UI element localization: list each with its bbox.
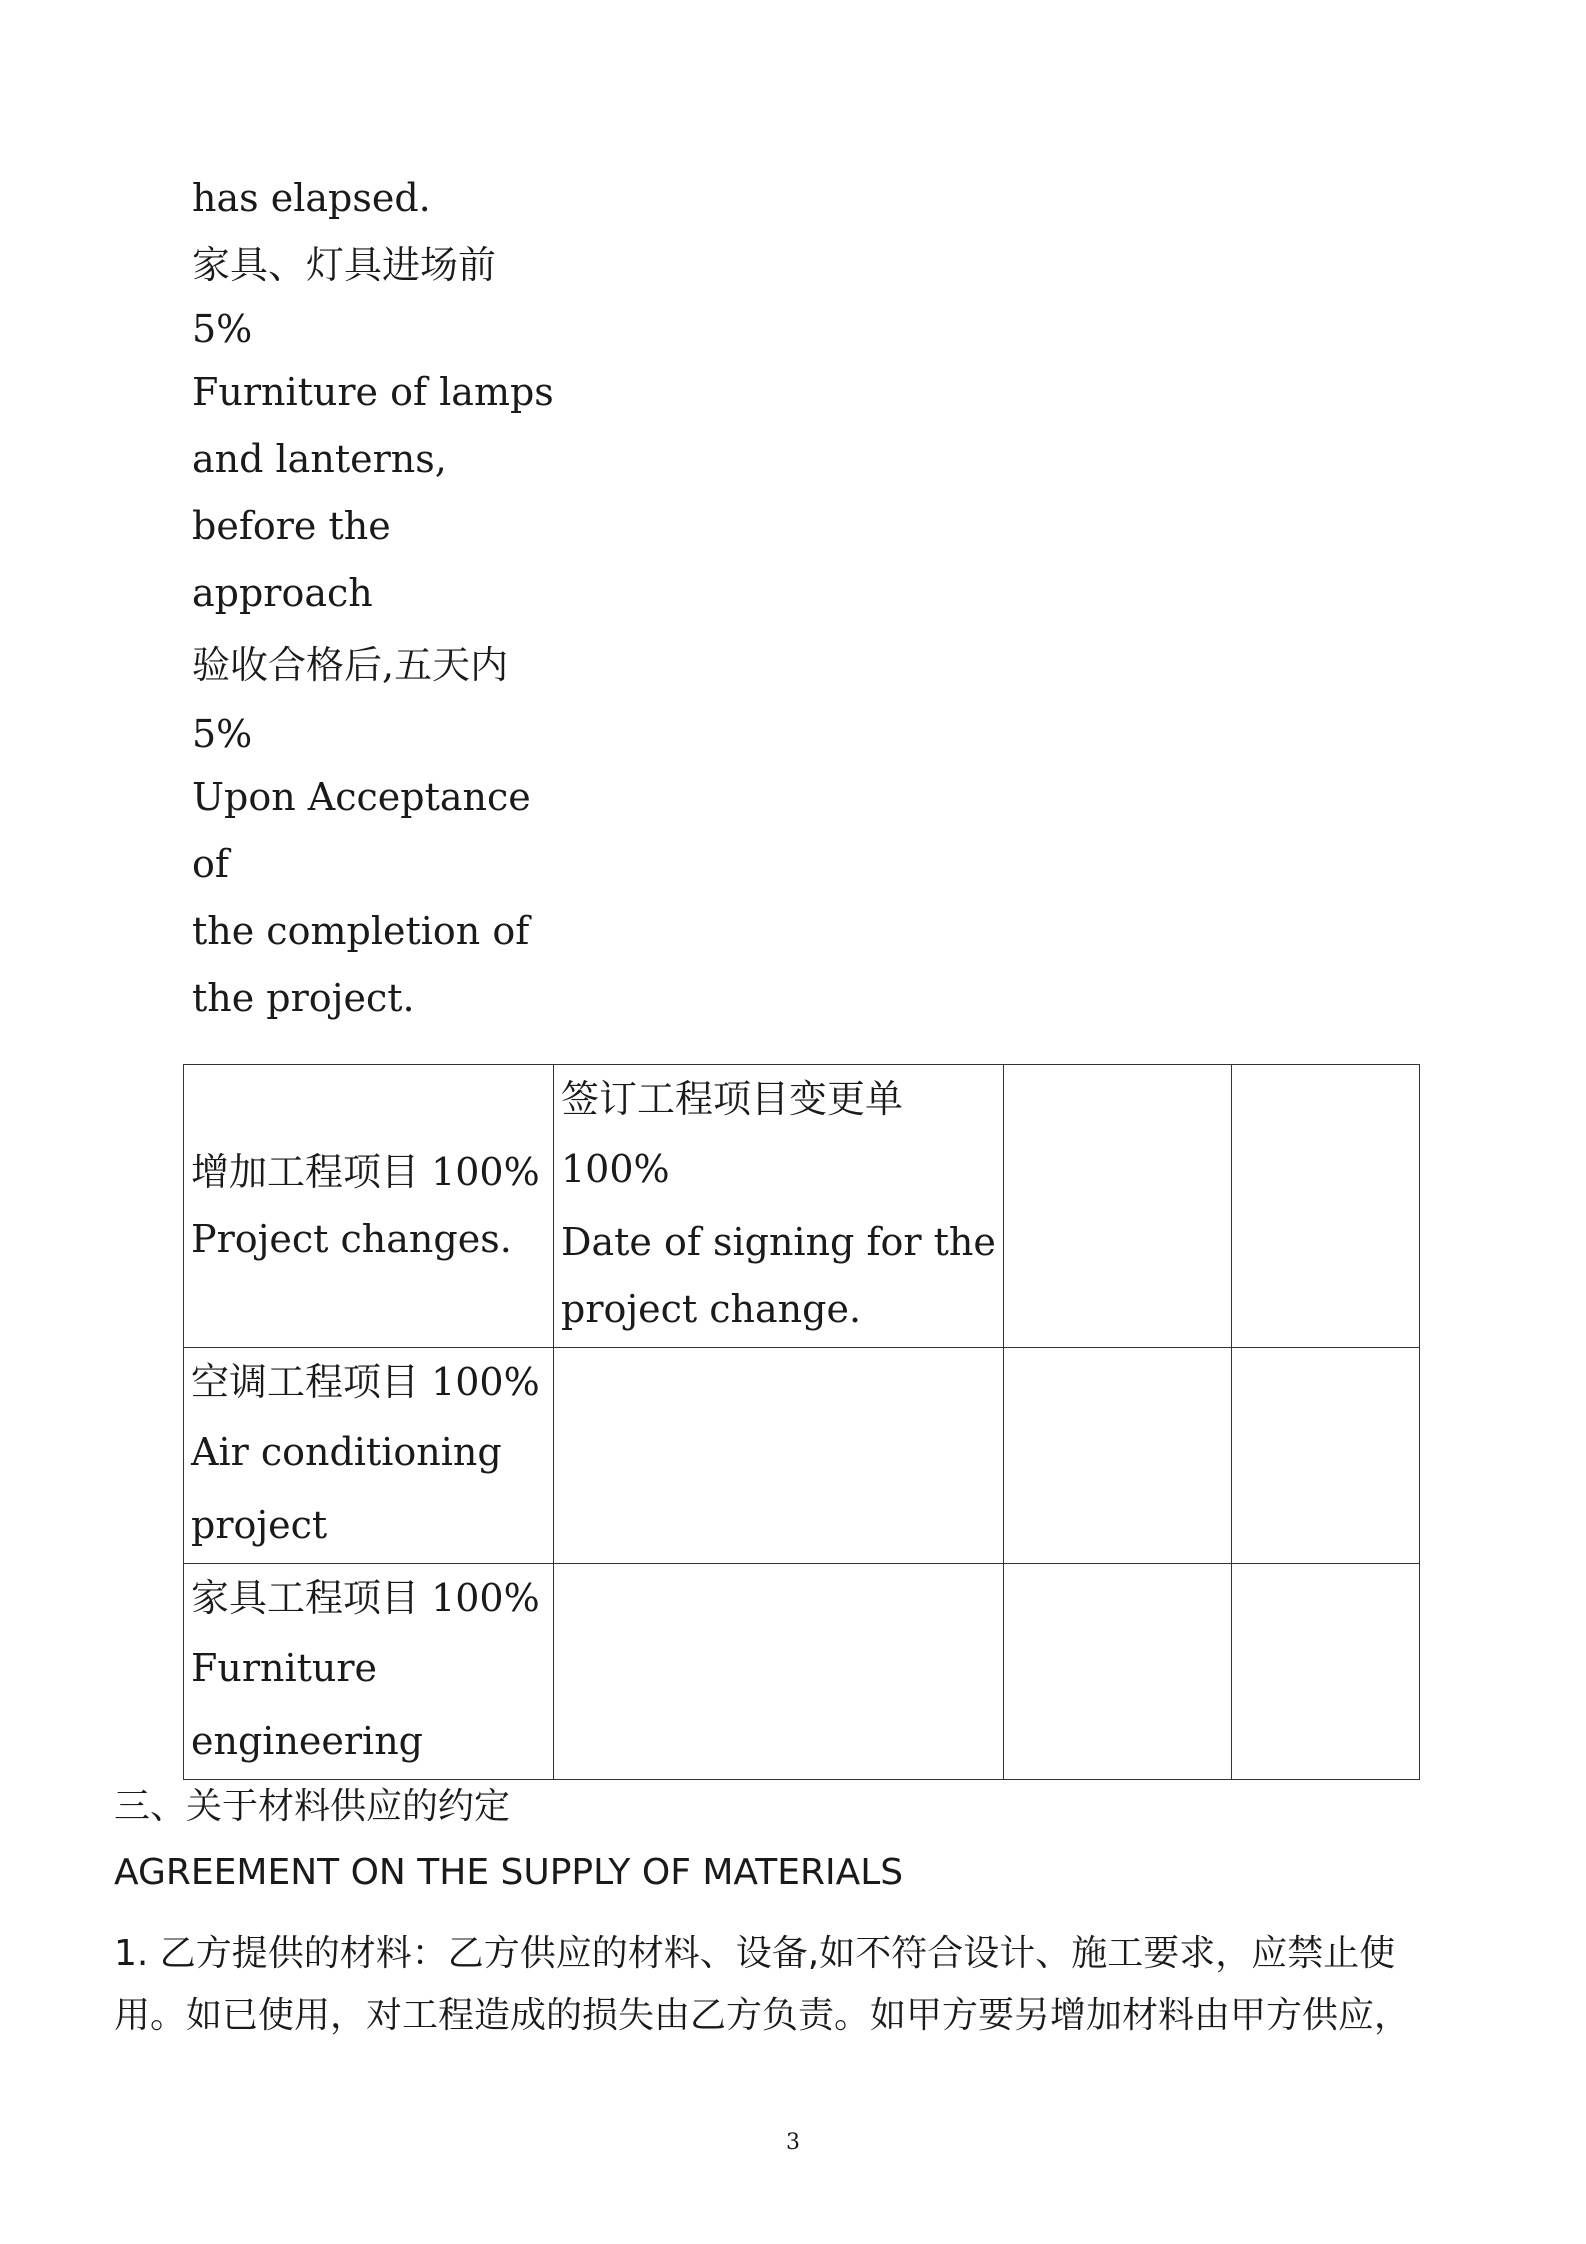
cell-line: 家具工程项目 100% <box>191 1576 540 1620</box>
table-cell-empty <box>1003 1348 1231 1564</box>
table-cell-empty <box>1231 1564 1419 1780</box>
section-paragraph <box>114 1923 1494 2047</box>
cell-line: Air conditioning <box>191 1430 502 1474</box>
table-cell-item <box>184 1065 554 1348</box>
table-cell-condition <box>554 1348 1004 1564</box>
section-heading-en: AGREEMENT ON THE SUPPLY OF MATERIALS <box>114 1852 904 1893</box>
text-line: 验收合格后,五天内 <box>192 643 509 687</box>
text-line: approach <box>192 571 373 615</box>
table-row <box>184 1564 1420 1780</box>
text-line: has elapsed. <box>192 176 431 220</box>
table-cell-empty <box>1003 1065 1231 1348</box>
text-line: 5% <box>192 712 253 756</box>
table-row <box>184 1065 1420 1348</box>
payment-table <box>183 1064 1420 1780</box>
text-line: before the <box>192 504 391 548</box>
text-line: and lanterns, <box>192 437 447 481</box>
paragraph-line: 用。如已使用，对工程造成的损失由乙方负责。如甲方要另增加材料由甲方供应， <box>114 1995 1411 2036</box>
table-cell-condition <box>554 1564 1004 1780</box>
cell-line: 增加工程项目 100% <box>191 1150 540 1194</box>
text-line: 5% <box>192 307 253 351</box>
cell-line: engineering <box>191 1719 424 1763</box>
text-line: of <box>192 842 229 886</box>
cell-line: Furniture <box>191 1646 378 1690</box>
table-row <box>184 1348 1420 1564</box>
continued-column-text <box>192 165 612 1032</box>
table-cell-item <box>184 1348 554 1564</box>
text-line: 家具、灯具进场前 <box>192 243 497 287</box>
page-number: 3 <box>786 2130 800 2155</box>
cell-line: project <box>191 1503 328 1547</box>
cell-line: 空调工程项目 100% <box>191 1360 540 1404</box>
text-line: Furniture of lamps <box>192 370 554 414</box>
text-line: the project. <box>192 976 415 1020</box>
text-line: the completion of <box>192 909 530 953</box>
paragraph-line: 1. 乙方提供的材料：乙方供应的材料、设备,如不符合设计、施工要求，应禁止使 <box>114 1933 1396 1974</box>
cell-line: Date of signing for the <box>561 1220 996 1264</box>
text-line: Upon Acceptance <box>192 775 531 819</box>
table-cell-empty <box>1231 1065 1419 1348</box>
table-cell-condition <box>554 1065 1004 1348</box>
cell-line: project change. <box>561 1287 862 1331</box>
cell-line: Project changes. <box>191 1217 512 1261</box>
table-cell-empty <box>1231 1348 1419 1564</box>
cell-line: 签订工程项目变更单 <box>561 1077 904 1121</box>
cell-line: 100% <box>561 1147 670 1191</box>
section-heading-cn: 三、关于材料供应的约定 <box>114 1786 511 1827</box>
table-cell-item <box>184 1564 554 1780</box>
table-cell-empty <box>1003 1564 1231 1780</box>
